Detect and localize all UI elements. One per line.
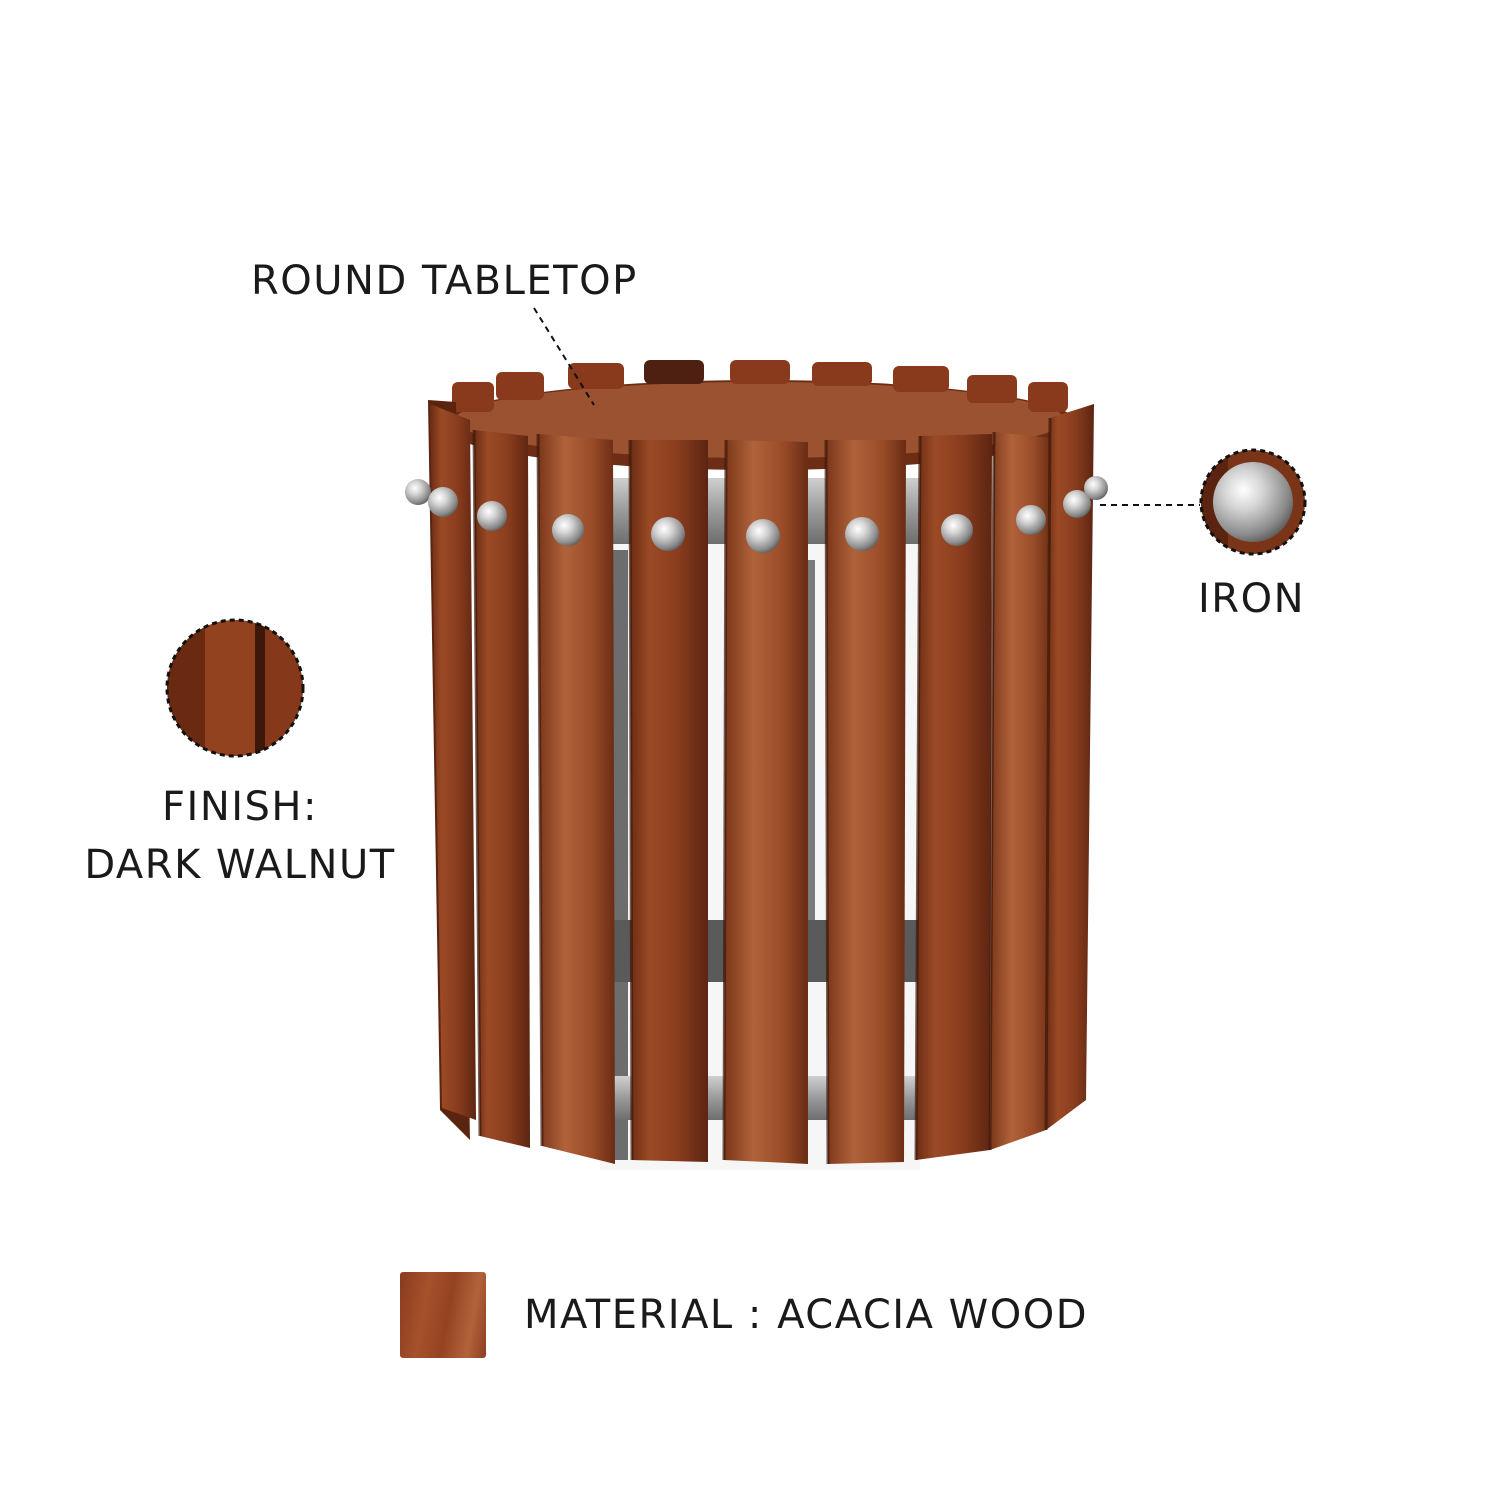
finish-label — [80, 778, 400, 894]
finish-label-line2: DARK WALNUT — [84, 842, 396, 888]
material-swatch — [400, 1272, 486, 1358]
tabletop-label: ROUND TABLETOP — [251, 258, 638, 304]
finish-label-line1: FINISH: — [162, 784, 318, 830]
iron-detail-circle — [1198, 447, 1308, 557]
iron-label: IRON — [1198, 576, 1305, 622]
finish-detail-circle — [165, 618, 305, 758]
material-label: MATERIAL : ACACIA WOOD — [524, 1292, 1088, 1338]
